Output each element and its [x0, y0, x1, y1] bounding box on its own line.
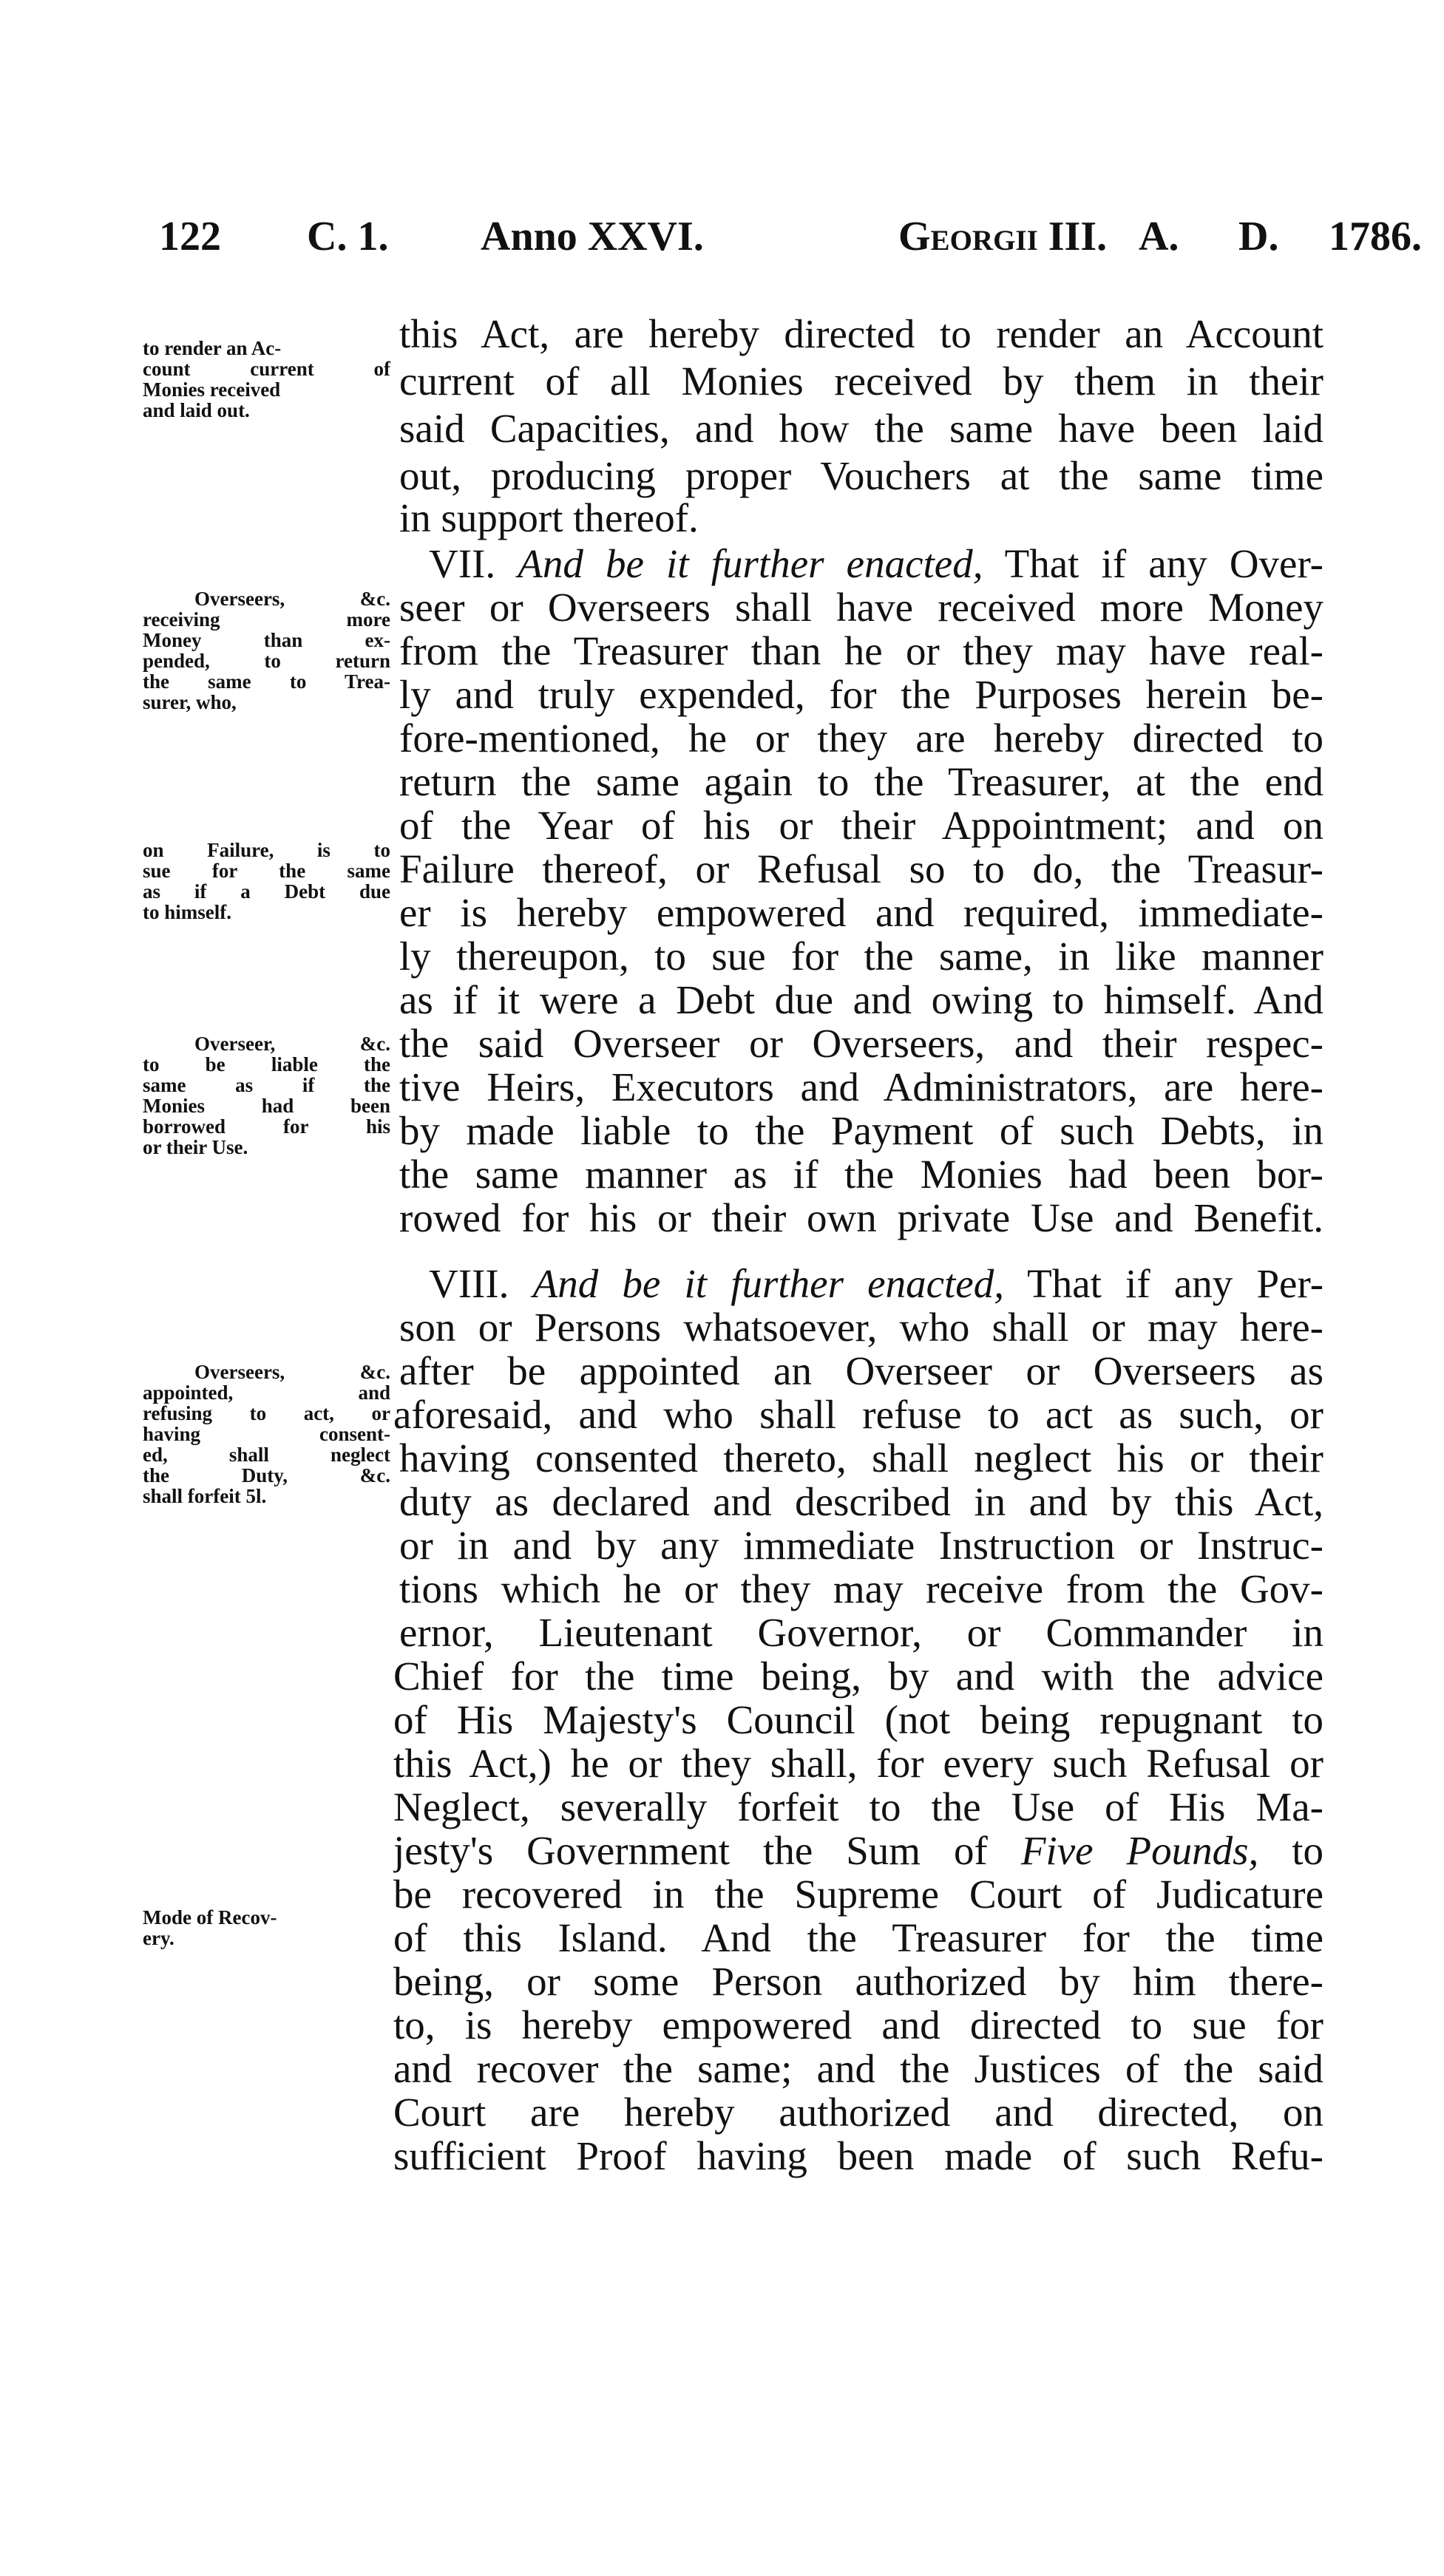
text-line: by made liable to the Payment of such Debts, in: [399, 1108, 1323, 1153]
text-line: tive Heirs, Executors and Administrators, are here-: [399, 1064, 1323, 1109]
text-line: of this Island. And the Treasurer for the time: [393, 1915, 1323, 1960]
regnal-year: Anno XXVI.: [481, 214, 704, 259]
monarch-name: Georgii III.: [898, 214, 1108, 259]
text-line: rowed for his or their own private Use and Benefit.: [399, 1195, 1323, 1240]
margin-note-line: ed, shall neglect: [143, 1444, 390, 1466]
section-viii-first-line: [399, 1260, 1323, 1308]
margin-note-line: and laid out.: [143, 399, 250, 421]
text-line: ly thereupon, to sue for the same, in like manner: [399, 934, 1323, 979]
text-line: ly and truly expended, for the Purposes herein be-: [399, 672, 1323, 717]
margin-note-line: same as if the: [143, 1074, 390, 1096]
margin-note-line: or their Use.: [143, 1136, 248, 1158]
text-line: the said Overseer or Overseers, and their respec-: [399, 1021, 1323, 1066]
margin-note-line: having consent-: [143, 1423, 390, 1445]
text-line-with-italic-sum: [393, 1827, 1323, 1875]
penalty-amount: Five Pounds,: [1020, 1828, 1259, 1873]
text-line: seer or Overseers shall have received more Money: [399, 585, 1323, 630]
margin-note-line: sue for the same: [143, 860, 390, 882]
anno-domini-a: A.: [1139, 214, 1179, 259]
text-line: current of all Monies received by them in their: [399, 358, 1323, 404]
margin-note-line: Overseers, &c.: [194, 588, 390, 610]
section-vii-first-line: [399, 540, 1323, 588]
margin-note-line: to render an Ac-: [143, 337, 282, 359]
text-fragment: That if any Over-: [1004, 541, 1323, 586]
enacting-clause: And be it further enacted,: [532, 1261, 1004, 1306]
margin-note-line: the Duty, &c.: [143, 1464, 390, 1486]
margin-note-line: Overseer, &c.: [194, 1033, 390, 1055]
margin-note-line: borrowed for his: [143, 1115, 390, 1138]
text-line: Court are hereby authorized and directed, on: [393, 2090, 1323, 2135]
text-line: as if it were a Debt due and owing to himself. And: [399, 977, 1323, 1022]
margin-note-line: Monies had been: [143, 1095, 390, 1117]
text-line: from the Treasurer than he or they may have real-: [399, 628, 1323, 673]
margin-note-line: appointed, and: [143, 1382, 390, 1404]
text-line: and recover the same; and the Justices of the said: [393, 2046, 1323, 2091]
calendar-year: 1786.: [1329, 214, 1422, 259]
text-fragment: jesty's Government the Sum of: [393, 1828, 988, 1873]
margin-note-line: as if a Debt due: [143, 880, 390, 903]
text-line: sufficient Proof having been made of such Refu-: [393, 2133, 1323, 2178]
text-line: in support thereof.: [399, 495, 699, 540]
margin-note-line: Monies received: [143, 378, 281, 401]
text-line: return the same again to the Treasurer, at the end: [399, 759, 1323, 804]
running-header: [159, 213, 1422, 272]
margin-note-line: the same to Trea-: [143, 670, 390, 693]
text-line: said Capacities, and how the same have been laid: [399, 406, 1323, 451]
margin-note-line: surer, who,: [143, 691, 237, 713]
text-line: having consented thereto, shall neglect his or their: [399, 1435, 1323, 1481]
text-line: duty as declared and described in and by this Act,: [399, 1479, 1323, 1524]
margin-note-line: ery.: [143, 1927, 174, 1949]
margin-note-line: on Failure, is to: [143, 839, 390, 861]
margin-note-line: Money than ex-: [143, 629, 390, 651]
anno-domini-d: D.: [1238, 214, 1279, 259]
margin-note-line: pended, to return: [143, 650, 390, 672]
text-line: of His Majesty's Council (not being repugnant to: [393, 1697, 1323, 1742]
text-line: being, or some Person authorized by him there-: [393, 1959, 1323, 2004]
text-line: ernor, Lieutenant Governor, or Commander in: [399, 1610, 1323, 1655]
margin-note-line: refusing to act, or: [143, 1402, 390, 1424]
text-line: Failure thereof, or Refusal so to do, the Treasur-: [399, 846, 1323, 891]
text-line: the same manner as if the Monies had been bor-: [399, 1152, 1323, 1197]
text-line: be recovered in the Supreme Court of Judicature: [393, 1872, 1323, 1917]
page-number: 122: [159, 214, 221, 259]
text-line: Chief for the time being, by and with the advice: [393, 1654, 1323, 1699]
enacting-clause: And be it further enacted,: [518, 541, 983, 586]
text-line: son or Persons whatsoever, who shall or may here-: [399, 1305, 1323, 1350]
text-line: of the Year of his or their Appointment; and on: [399, 803, 1323, 848]
text-line: after be appointed an Overseer or Overseers as: [399, 1348, 1323, 1393]
margin-note-line: count current of: [143, 358, 390, 380]
text-line: this Act, are hereby directed to render an Account: [399, 311, 1323, 356]
text-fragment: to: [1292, 1828, 1323, 1873]
margin-note-line: receiving more: [143, 608, 390, 631]
text-line: this Act,) he or they shall, for every such Refusal or: [393, 1741, 1323, 1786]
text-line: Neglect, severally forfeit to the Use of His Ma-: [393, 1784, 1323, 1829]
chapter-number: C. 1.: [307, 214, 389, 259]
section-number: VIII.: [429, 1261, 509, 1306]
margin-note-line: to be liable the: [143, 1053, 390, 1075]
text-line: to, is hereby empowered and directed to sue for: [393, 2002, 1323, 2047]
margin-note-line: shall forfeit 5l.: [143, 1485, 267, 1507]
text-fragment: That if any Per-: [1027, 1261, 1323, 1306]
text-line: tions which he or they may receive from the Gov-: [399, 1566, 1323, 1611]
text-line: er is hereby empowered and required, immediate-: [399, 890, 1323, 935]
section-number: VII.: [429, 541, 496, 586]
margin-note-line: Mode of Recov-: [143, 1906, 277, 1928]
margin-note-line: to himself.: [143, 901, 231, 923]
text-line: fore-mentioned, he or they are hereby directed to: [399, 716, 1323, 761]
text-line: out, producing proper Vouchers at the same time: [399, 453, 1323, 498]
text-line: aforesaid, and who shall refuse to act as such, or: [393, 1392, 1323, 1437]
text-line: or in and by any immediate Instruction or Instruc-: [399, 1523, 1323, 1568]
margin-note-line: Overseers, &c.: [194, 1361, 390, 1383]
